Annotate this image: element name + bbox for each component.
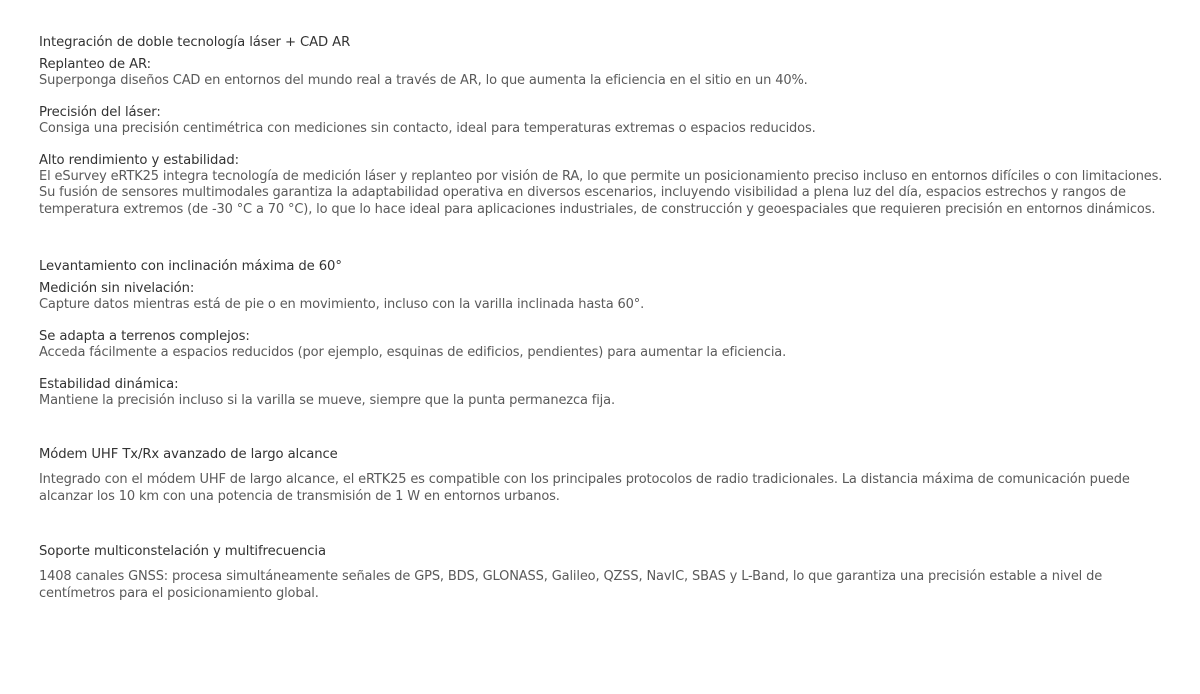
feature-title: Estabilidad dinámica: [39,376,179,392]
feature-text: Acceda fácilmente a espacios reducidos (por ejemplo, esquinas de edificios, pendientes) para aumentar la eficiencia. [39,344,787,360]
section-title: Soporte multiconstelación y multifrecuencia [39,543,326,559]
section-title: Levantamiento con inclinación máxima de 60° [39,258,342,274]
section-title: Módem UHF Tx/Rx avanzado de largo alcance [39,447,338,463]
feature-item-dynamic-stability [39,377,1180,410]
section-multi-constellation [39,543,1180,603]
section-tilt-survey [39,258,1180,409]
section-uhf-modem [39,446,1180,506]
feature-item-laser-precision [39,105,1180,138]
section-text: 1408 canales GNSS: procesa simultáneamente señales de GPS, BDS, GLONASS, Galileo, QZSS, NavIC, SBAS y L-Band, lo que garantiza una precisión estable a nivel de centímetros para el posicionamiento global. [39,568,1103,601]
feature-title: Se adapta a terrenos complejos: [39,328,250,344]
feature-text: Superponga diseños CAD en entornos del mundo real a través de AR, lo que aumenta la eficiencia en el sitio en un 40%. [39,73,808,88]
feature-text: Capture datos mientras está de pie o en movimiento, incluso con la varilla inclinada hasta 60°. [39,296,645,312]
feature-title: Medición sin nivelación: [39,280,195,296]
feature-title: Alto rendimiento y estabilidad: [39,152,239,168]
feature-text: Consiga una precisión centimétrica con mediciones sin contacto, ideal para temperaturas extremas o espacios reducidos. [39,120,816,136]
feature-title: Precisión del láser: [39,104,161,120]
section-title: Integración de doble tecnología láser + CAD AR [39,35,351,50]
feature-text: El eSurvey eRTK25 integra tecnología de medición láser y replanteo por visión de RA, lo que permite un posicionamiento preciso incluso en entornos difíciles o con limitaciones. Su fusión de sensores multimodales garantiza la adaptabilidad operativa en diversos escenarios, incluyendo visibilidad a plena luz del día, espacios estrechos y rangos de temperatura extremos (de -30 °C a 70 °C), lo que lo hace ideal para aplicaciones industriales, de construcción y geoespaciales que requieren precisión en entornos dinámicos. [39,168,1163,218]
feature-text: Mantiene la precisión incluso si la varilla se mueve, siempre que la punta permanezca fija. [39,392,615,408]
section-laser-cad-ar [39,34,1180,219]
feature-item-no-leveling [39,281,1180,314]
feature-item-performance-stability [39,153,1180,219]
feature-item-ar-stakeout [39,57,1180,90]
feature-item-complex-terrain [39,329,1180,362]
section-text: Integrado con el módem UHF de largo alcance, el eRTK25 es compatible con los principales protocolos de radio tradicionales. La distancia máxima de comunicación puede alcanzar los 10 km con una potencia de transmisión de 1 W en entornos urbanos. [39,472,1130,505]
feature-title: Replanteo de AR: [39,57,151,72]
